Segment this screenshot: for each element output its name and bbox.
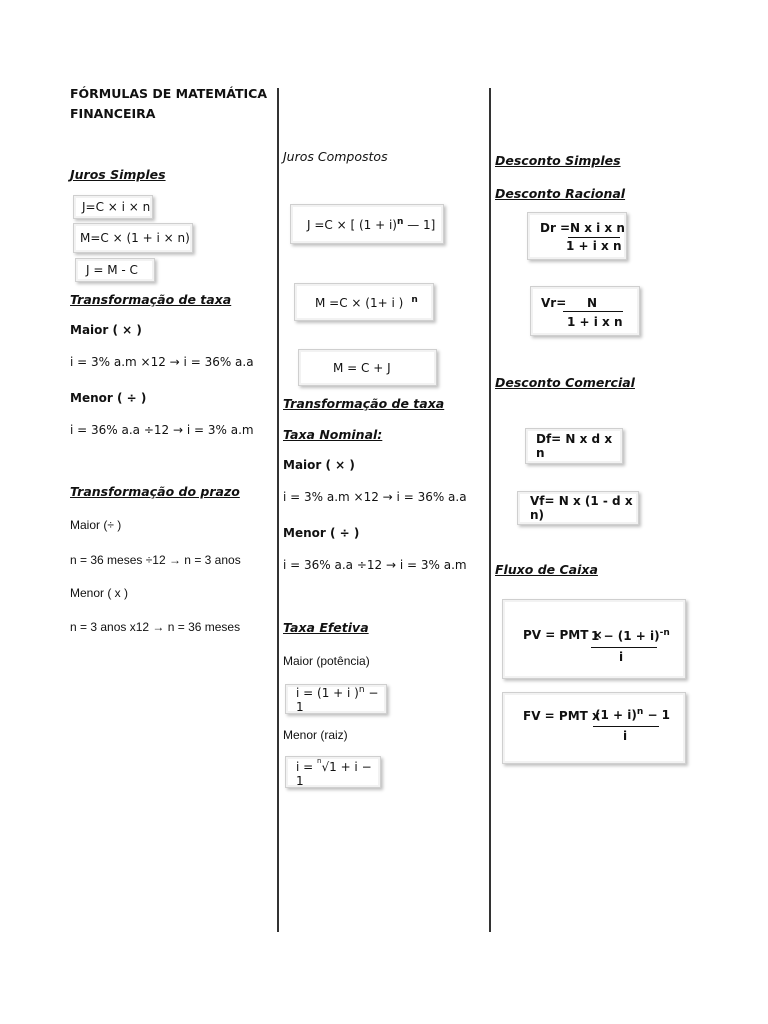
formula-text: J=C × i × n [82,200,151,214]
heading-transformacao-taxa: Transformação de taxa [70,292,232,307]
formula-part: — 1] [403,217,436,232]
fv-label: FV = PMT x [523,709,600,723]
formula-part: J =C × [ (1 + i) [307,217,397,232]
pv-label: PV = PMT × [523,628,603,642]
label-menor: Menor ( ÷ ) [70,391,147,405]
formula-fluxo-caixa-fv [502,692,686,764]
heading-juros-simples: Juros Simples [70,167,166,182]
heading-taxa-nominal: Taxa Nominal: [283,427,383,442]
heading-transformacao-taxa-2: Transformação de taxa [283,396,445,411]
formula-text: Vf= N x (1 - d x n) [530,494,633,522]
dr-numerator: N x i x n [570,221,625,235]
formula-part: − 1 [296,685,379,714]
formula-text [296,757,380,788]
formula-juros-simples-j2 [75,258,155,282]
formula-text: M = C + J [333,360,391,375]
fraction-line [591,647,657,648]
formula-part: 1 − (1 + i) [591,629,660,643]
example-menor-prazo: n = 3 anos x12 → n = 36 meses [70,620,241,634]
example-menor-2: i = 36% a.a ÷12 → i = 3% a.m [283,558,467,572]
formula-montante [298,349,437,386]
formula-exponent: n [636,707,644,717]
fv-numerator [595,707,670,722]
formula-fluxo-caixa-pv [502,599,686,679]
label-maior-potencia: Maior (potência) [283,654,370,668]
formula-desconto-racional-dr [527,212,627,260]
page-title-line1: FÓRMULAS DE MATEMÁTICA [70,86,268,101]
formula-juros-simples-m [73,223,193,253]
label-menor-prazo: Menor ( x ) [70,586,129,600]
vr-label: Vr= [541,296,567,310]
formula-text [315,295,418,310]
formula-desconto-comercial-df [525,428,623,464]
pv-numerator [591,628,670,643]
formula-juros-compostos-m [294,283,434,321]
formula-taxa-efetiva-raiz [285,756,381,788]
root-index: n [317,756,322,765]
formula-text [307,217,435,232]
formula-text: J = M - C [86,263,138,277]
fv-denominator: i [623,729,628,743]
column-divider-left [277,88,279,932]
label-maior-2: Maior ( × ) [283,458,355,472]
label-menor-2: Menor ( ÷ ) [283,526,360,540]
pv-denominator: i [619,650,624,664]
formula-desconto-racional-vr [530,286,640,336]
label-menor-raiz: Menor (raiz) [283,728,348,742]
formula-taxa-efetiva-potencia [285,684,387,714]
example-menor: i = 36% a.a ÷12 → i = 3% a.m [70,423,254,437]
formula-exponent: n [396,216,404,227]
heading-desconto-simples: Desconto Simples [495,153,621,168]
vr-denominator: 1 + i x n [567,315,623,329]
formula-juros-compostos-j [290,204,444,244]
formula-desconto-comercial-vf [517,491,639,525]
formula-exponent: n [411,294,418,305]
fraction-line [563,311,623,312]
formula-part: i = (1 + i ) [296,685,359,700]
heading-taxa-efetiva: Taxa Efetiva [283,620,369,635]
formula-part: (1 + i) [595,708,637,722]
formula-part: √1 + i − 1 [296,759,372,788]
heading-desconto-racional: Desconto Racional [495,186,626,201]
fraction-line [568,237,620,238]
heading-fluxo-caixa: Fluxo de Caixa [495,562,598,577]
formula-part: i = [296,759,318,774]
formula-exponent: -n [659,628,670,638]
label-maior-prazo: Maior (÷ ) [70,518,122,532]
example-maior-prazo: n = 36 meses ÷12 → n = 3 anos [70,553,241,567]
column-divider-right [489,88,491,932]
example-maior-2: i = 3% a.m ×12 → i = 36% a.a [283,490,467,504]
dr-denominator: 1 + i x n [566,239,622,253]
formula-text: M=C × (1 + i × n) [80,231,190,245]
formula-text [296,685,386,714]
fraction-line [593,726,659,727]
formula-exponent: n [358,684,365,695]
label-maior: Maior ( × ) [70,323,142,337]
formula-part: − 1 [643,708,671,722]
formula-part: M =C × (1+ i ) [315,295,404,310]
page-title-line2: FINANCEIRA [70,106,156,121]
example-maior: i = 3% a.m ×12 → i = 36% a.a [70,355,254,369]
heading-transformacao-prazo: Transformação do prazo [70,484,240,499]
dr-label: Dr = [540,221,571,235]
heading-juros-compostos: Juros Compostos [283,149,388,164]
page-title [70,84,267,124]
heading-desconto-comercial: Desconto Comercial [495,375,635,390]
formula-juros-simples-j [73,195,153,219]
formula-text: Df= N x d x n [536,432,613,460]
vr-numerator: N [587,296,598,310]
